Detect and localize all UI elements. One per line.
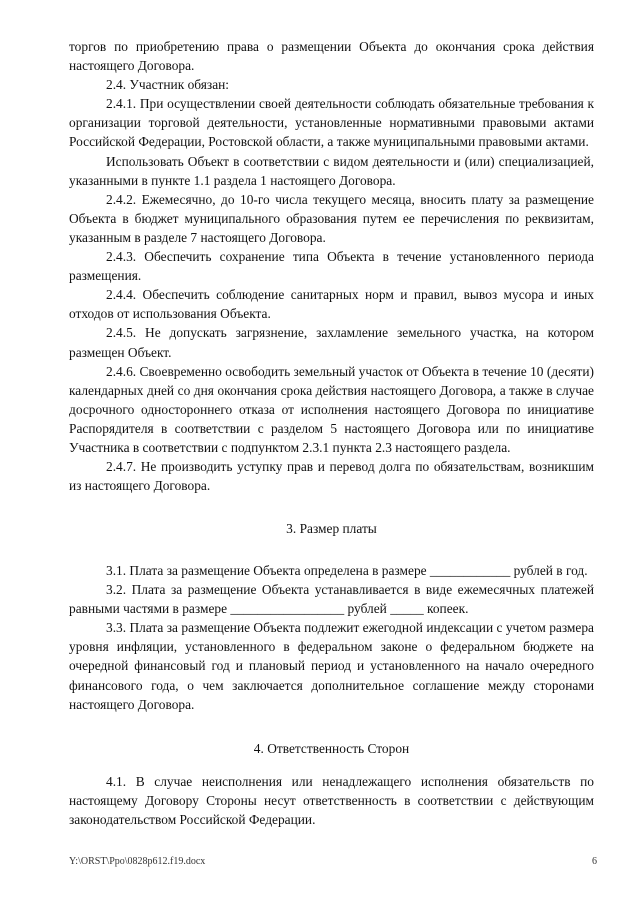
paragraph-2-4-7: 2.4.7. Не производить уступку прав и перевод долга по обязательствам, возникшим из настоящего Договора. bbox=[69, 459, 594, 494]
paragraph-2-4-6: 2.4.6. Своевременно освободить земельный участок от Объекта в течение 10 (десяти) календарных дней со дня окончания срока действия настоящего Договора, а также в случае досрочного одностороннего отказа от исполнения настоящего Договора по инициативе Распорядителя в соответствии с разделом 5 настоящего Договора или по инициативе Участника в соответствии с подпунктом 2.3.1 пункта 2.3 настоящего раздела. bbox=[69, 363, 594, 455]
footer-file-path: Y:\ORST\Ppo\0828p612.f19.docx bbox=[69, 856, 206, 867]
paragraph-auction-rights: торгов по приобретению права о размещении Объекта до окончания срока действия настоящего Договора. bbox=[69, 39, 594, 74]
paragraph-3-2: 3.2. Плата за размещение Объекта устанавливается в виде ежемесячных платежей равными частями в размере _________________ рублей _____ копеек. bbox=[69, 582, 594, 617]
paragraph-2-4-3: 2.4.3. Обеспечить сохранение типа Объекта в течение установленного периода размещения. bbox=[69, 249, 594, 284]
footer-page-number: 6 bbox=[592, 856, 597, 867]
paragraph-2-4-2: 2.4.2. Ежемесячно, до 10-го числа текущего месяца, вносить плату за размещение Объекта в бюджет муниципального образования путем ее перечисления по реквизитам, указанным в разделе 7 настоящего Договора. bbox=[69, 191, 594, 245]
contract-section-4 bbox=[69, 772, 594, 829]
paragraph-3-3: 3.3. Плата за размещение Объекта подлежит ежегодной индексации с учетом размера уровня инфляции, установленного в федеральном законе о федеральном бюджете на очередной финансовый год и плановый период и установленного на начало очередного финансового года, о чем заключается дополнительное соглашение между сторонами настоящего Договора. bbox=[69, 620, 594, 712]
paragraph-use-object: Использовать Объект в соответствии с видом деятельности и (или) специализацией, указанными в пункте 1.1 раздела 1 настоящего Договора. bbox=[69, 153, 594, 188]
paragraph-4-1: 4.1. В случае неисполнения или ненадлежащего исполнения обязательств по настоящему Договору Стороны несут ответственность в соответствии с действующим законодательством Российской Федерации. bbox=[69, 774, 594, 828]
paragraph-3-1: 3.1. Плата за размещение Объекта определена в размере ____________ рублей в год. bbox=[106, 563, 588, 578]
paragraph-2-4-4: 2.4.4. Обеспечить соблюдение санитарных норм и правил, вывоз мусора и иных отходов от использования Объекта. bbox=[69, 287, 594, 322]
paragraph-2-4: 2.4. Участник обязан: bbox=[106, 77, 230, 93]
paragraph-2-4-5: 2.4.5. Не допускать загрязнение, захламление земельного участка, на котором размещен Объект. bbox=[69, 325, 594, 360]
section-3-heading: 3. Размер платы bbox=[286, 521, 377, 536]
contract-section-2-continued bbox=[69, 37, 594, 495]
section-4-heading: 4. Ответственность Сторон bbox=[253, 741, 410, 756]
contract-section-3 bbox=[69, 561, 594, 714]
paragraph-2-4-1: 2.4.1. При осуществлении своей деятельности соблюдать обязательные требования к организации торговой деятельности, установленные нормативными правовыми актами Российской Федерации, Ростовской области, а также муниципальными правовыми актами. bbox=[69, 96, 594, 150]
